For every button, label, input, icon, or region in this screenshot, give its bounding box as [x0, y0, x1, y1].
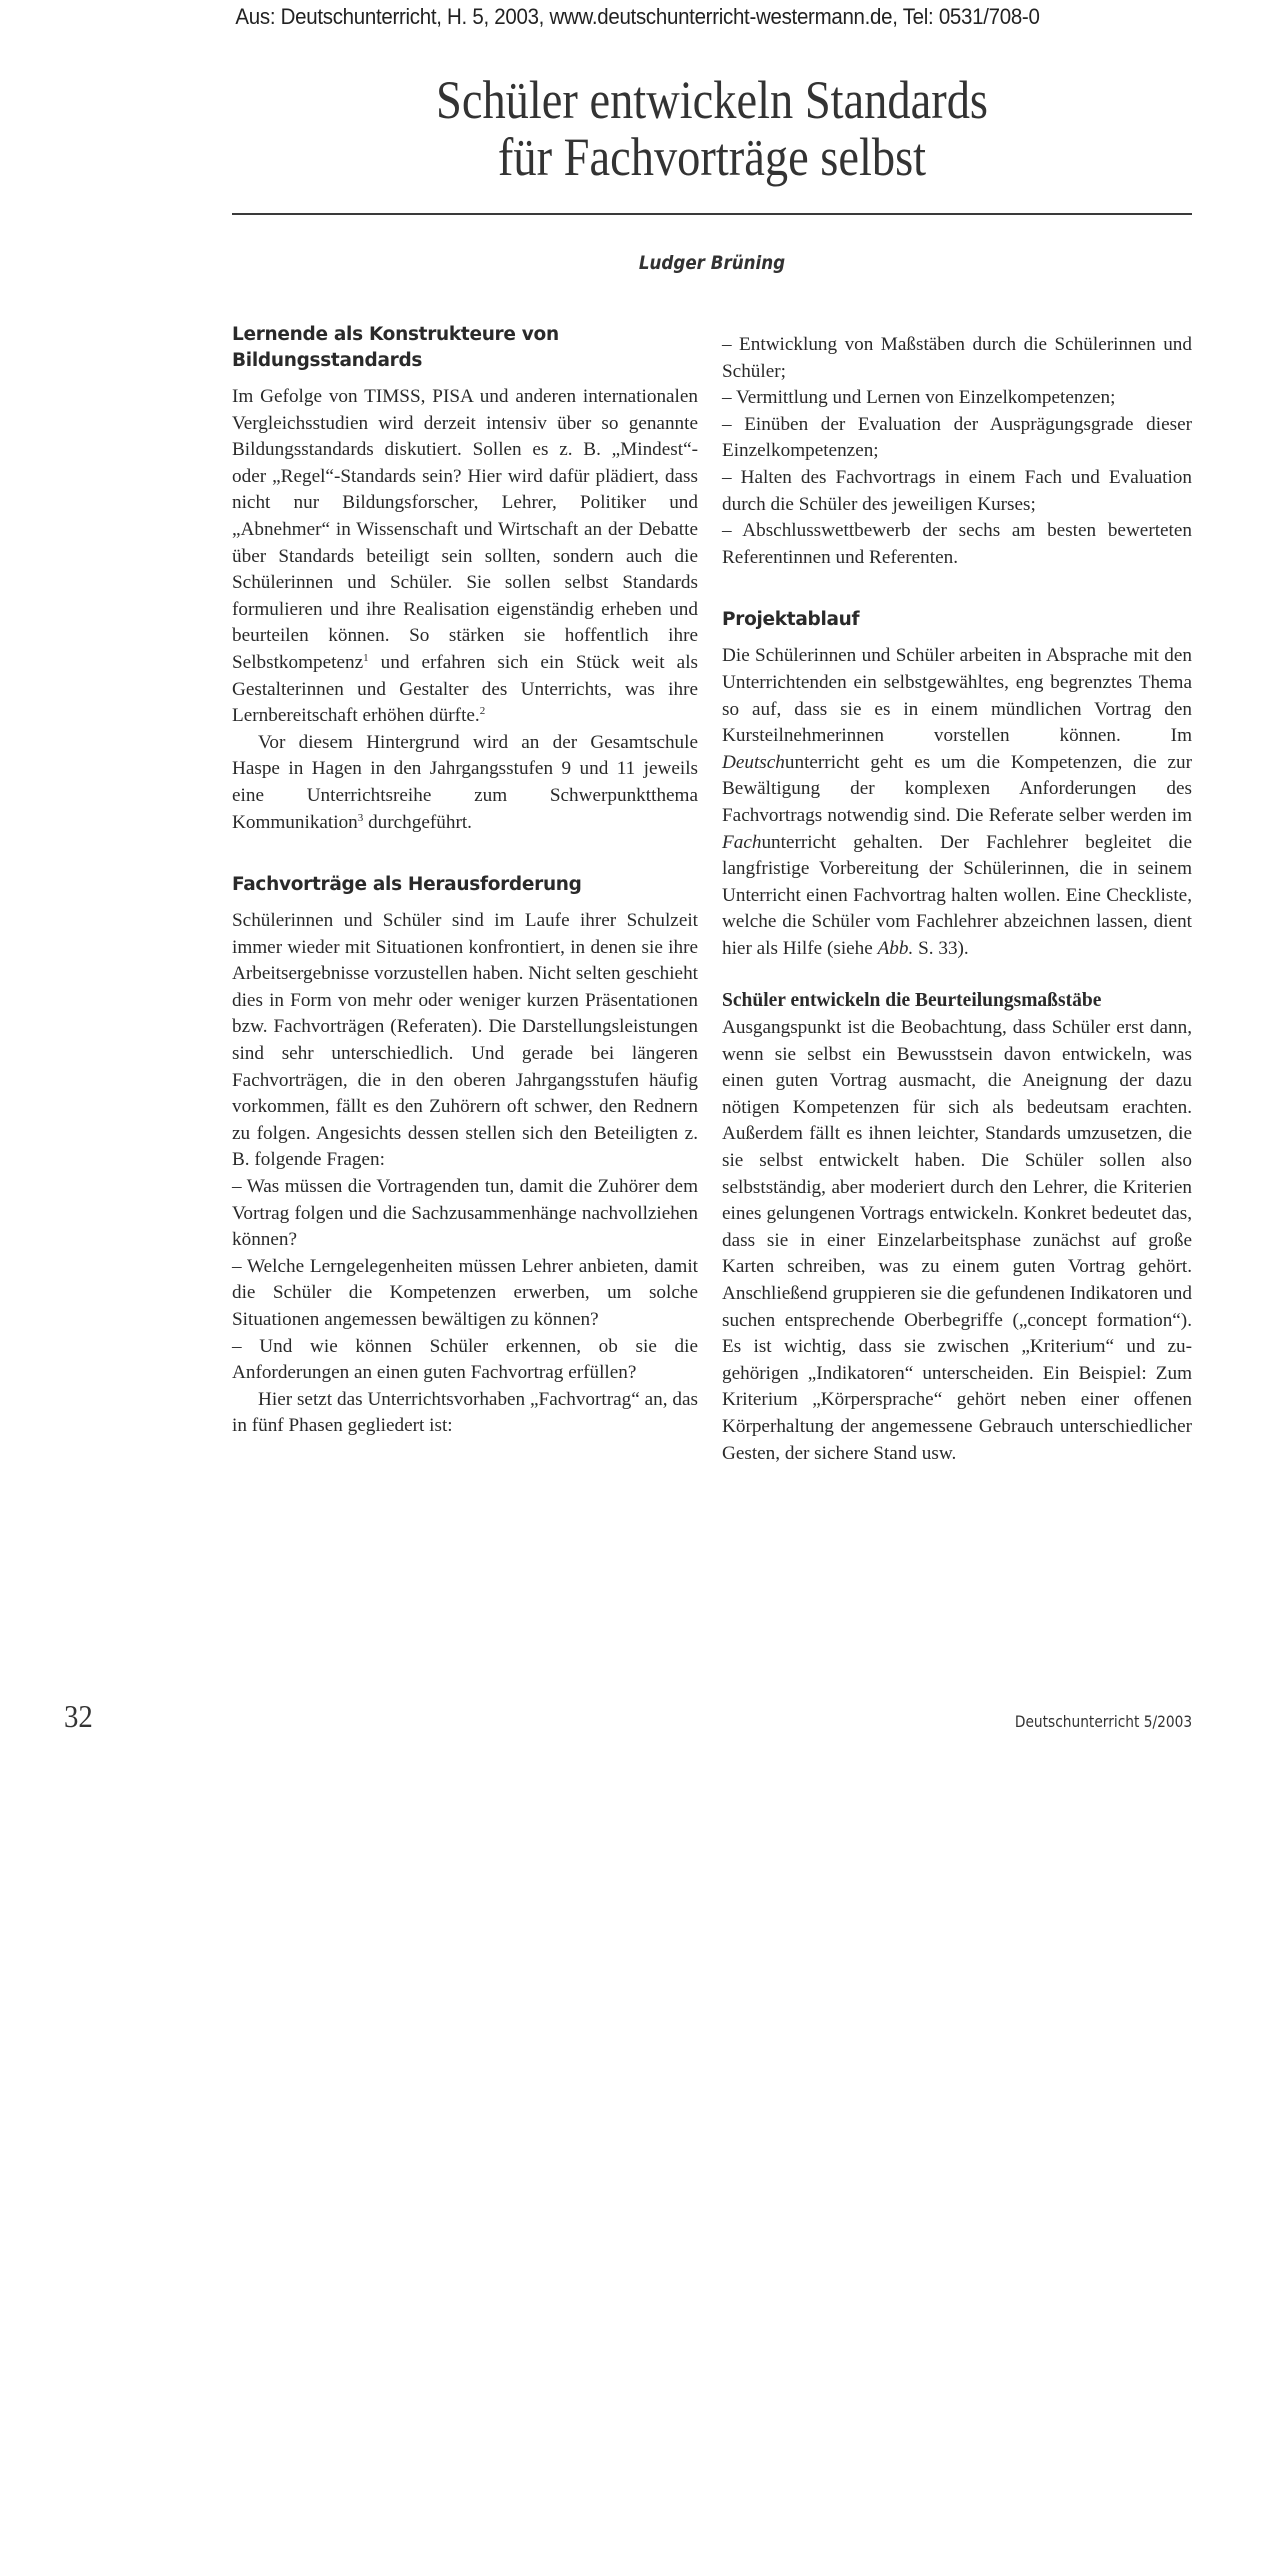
- question-item: – Welche Lerngelegenheiten müssen Lehrer anbieten, damit die Schüler die Kompetenzen erwerben, um solche Situationen angemessen bewältigen zu können?: [232, 1255, 698, 1330]
- paragraph: Ausgangspunkt ist die Beobachtung, dass Schüler erst dann, wenn sie selbst ein Bewusstsein davon entwickeln, was einen guten Vortrag ausmacht, die Aneignung der dazu nötigen Kompetenzen für sich als bedeutsam erachten. Außerdem fällt es ihnen leichter, Standards umzusetzen, die sie selbst entwickelt haben. Die Schüler sollen also selbstständig, aber moderiert durch den Lehrer, die Kriterien eines gelungenen Vortrags entwickeln. Konkret bedeutet das, dass sie in einer Einzelarbeitsphase zunächst auf große Karten schreiben, was zu einem guten Vortrag gehört. Anschließend gruppieren sie die gefundenen Indikatoren und suchen entsprechende Oberbegriffe („concept formation“). Es ist wichtig, dass sie zwischen „Kriterium“ und zugehörigen „Indikatoren“ unterscheiden. Ein Beispiel: Zum Kriterium „Körpersprache“ gehört neben einer offenen Körperhaltung der angemessene Gebrauch unterschiedlicher Gesten, der sichere Stand usw.: [722, 1017, 1192, 1464]
- source-header: Aus: Deutschunterricht, H. 5, 2003, www.deutschunterricht-westermann.de, Tel: 0531/708-0: [235, 4, 1040, 29]
- title-divider: [232, 213, 1192, 215]
- paragraph: Schülerinnen und Schüler sind im Laufe ihrer Schulzeit immer wieder mit Situationen konfrontiert, in denen sie ihre Arbeitsergebnisse vorzustellen haben. Nicht selten geschieht dies in Form von mehr oder weniger kurzen Präsentationen bzw. Fachvorträgen (Referaten). Die Darstellungsleistungen sind sehr unterschiedlich. Und gerade bei längeren Fachvorträgen, die in den oberen Jahrgangsstufen häufig vorkommen, fällt es den Zuhörern oft schwer, den Rednern zu folgen. Angesichts dessen stellen sich den Beteiligten z. B. folgende Fragen:: [232, 910, 698, 1171]
- footnote-ref[interactable]: 1: [363, 651, 369, 664]
- paragraph: Hier setzt das Unterrichtsvorhaben „Fachvortrag“ an, das in fünf Phasen gegliedert ist:: [232, 1388, 698, 1437]
- journal-footer: Deutschunterricht 5/2003: [1014, 1712, 1192, 1731]
- page-number: 32: [64, 1698, 93, 1734]
- subsection-heading-beurteilungsmassstaebe: Schüler entwickeln die Beurteilungsmaßstäbe: [722, 990, 1102, 1012]
- footnote-ref[interactable]: 2: [479, 705, 486, 718]
- paragraph: Vor diesem Hintergrund wird an der Gesamtschule Haspe in Hagen in den Jahrgangsstufen 9 und 11 jeweils eine Unterrichtsreihe zum Schwerpunktthema Kommunikation$^3$ durchgeführt.: [232, 731, 698, 833]
- left-column: [232, 322, 698, 1440]
- question-item: – Und wie können Schüler erkennen, ob sie die Anforderungen an einen guten Fachvortrag erfüllen?: [232, 1335, 698, 1384]
- paragraph: Die Schülerinnen und Schüler arbeiten in Absprache mit den Unterrichtenden ein selbstgewähltes, eng begrenztes Thema so auf, dass sie es in einem mündlichen Vortrag den Kursteilnehmerinnen vorstellen können. Im Deutschunterricht geht es um die Kompetenzen, die zur Bewältigung der komplexen Anforderungen des Fachvortrags notwendig sind. Die Referate selber werden im Fachunterricht gehalten. Der Fachlehrer begleitet die langfristige Vorbereitung der Schülerinnen, die in seinem Unterricht einen Fachvortrag halten wollen. Eine Checkliste, welche die Schüler vom Fachlehrer abzeichnen lassen, dient hier als Hilfe (siehe Abb. S. 33).: [722, 645, 1192, 959]
- section-heading-projektablauf: Projektablauf: [722, 609, 860, 631]
- question-list: [232, 1174, 698, 1387]
- title-line-1: Schüler entwickeln Standards: [436, 70, 988, 130]
- figure-reference: Abb.: [877, 937, 914, 959]
- title-line-2: für Fachvorträge selbst: [497, 127, 927, 187]
- phase-item: – Vermittlung und Lernen von Einzelkompetenzen;: [722, 387, 1116, 409]
- phase-item: – Einüben der Evaluation der Ausprägungsgrade dieser Einzelkompetenzen;: [722, 413, 1192, 462]
- author-name: Ludger Brüning: [638, 252, 786, 274]
- paragraph: Im Gefolge von TIMSS, PISA und anderen internationalen Vergleichsstudien wird derzeit intensiv über so genannte Bildungsstandards diskutiert. Sollen es z. B. „Mindest“- oder „Regel“-Standards sein? Hier wird dafür plädiert, dass nicht nur Bildungsforscher, Lehrer, Politiker und „Abnehmer“ in Wissenschaft und Wirtschaft an der Debatte über Standards beteiligt sein sollten, sondern auch die Schülerinnen und Schüler. Sie sollen selbst Standards formulieren und ihre Realisation eigenständig erheben und beurteilen können. So stärken sie hoffentlich ihre Selbstkompetenz$^1$ und erfahren sich ein Stück weit als Gestalterinnen und Gestalter des Unterrichts, was ihre Lernbereitschaft erhöhen dürfte.$^2$: [232, 386, 698, 727]
- phase-item: – Abschlusswettbewerb der sechs am besten bewerteten Referentinnen und Referenten.: [722, 520, 1192, 568]
- phase-list: [722, 332, 1192, 571]
- phase-item: – Halten des Fachvortrags in einem Fach und Evaluation durch die Schüler des jeweiligen Kurses;: [722, 466, 1192, 515]
- footnote-ref[interactable]: 3: [357, 811, 364, 824]
- question-item: – Was müssen die Vortragenden tun, damit die Zuhörer dem Vortrag folgen und die Sachzusammenhänge nachvollziehen können?: [232, 1176, 698, 1251]
- right-column: [722, 332, 1192, 1467]
- article-title: [299, 72, 1125, 186]
- phase-item: – Entwicklung von Maßstäben durch die Schülerinnen und Schüler;: [722, 334, 1192, 382]
- section-heading-bildungsstandards: Lernende als Konstrukteure von Bildungsstandards: [232, 324, 559, 371]
- section-heading-herausforderung: Fachvorträge als Herausforderung: [232, 874, 582, 896]
